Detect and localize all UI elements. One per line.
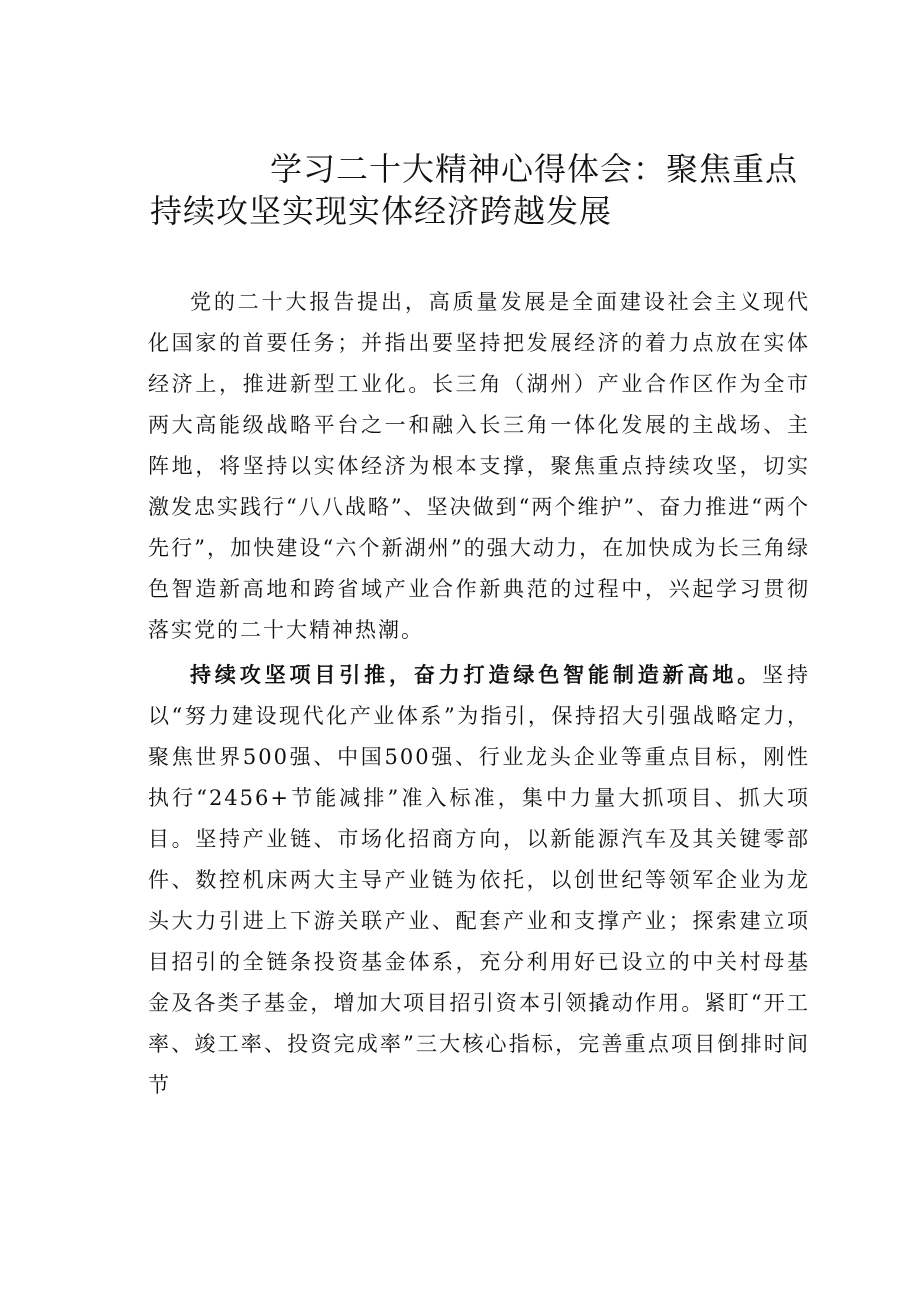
paragraph-2-lead-sentence: 持续攻坚项目引推，奋力打造绿色智能制造新高地。: [190, 662, 763, 687]
body-paragraph-1: 党的二十大报告提出，高质量发展是全面建设社会主义现代化国家的首要任务；并指出要坚持把发展经济的着力点放在实体经济上，推进新型工业化。长三角（湖州）产业合作区作为全市两大高能级战略平台之一和融入长三角一体化发展的主战场、主阵地，将坚持以实体经济为根本支撑，聚焦重点持续攻坚，切实激发忠实践行“八八战略”、坚决做到“两个维护”、奋力推进“两个先行”，加快建设“六个新湖州”的强大动力，在加快成为长三角绿色智造新高地和跨省域产业合作新典范的过程中，兴起学习贯彻落实党的二十大精神热潮。: [148, 290, 810, 642]
title-line-1: 学习二十大精神心得体会：聚焦重点: [270, 150, 799, 188]
paragraph-2-body: 坚持以“努力建设现代化产业体系”为指引，保持招大引强战略定力，聚焦世界500强、中国500强、行业龙头企业等重点目标，刚性执行“2456+节能减排”准入标准，集中力量大抓项目、抓大项目。坚持产业链、市场化招商方向，以新能源汽车及其关键零部件、数控机床两大主导产业链为依托，以创世纪等领军企业为龙头大力引进上下游关联产业、配套产业和支撑产业；探索建立项目招引的全链条投资基金体系，充分利用好已设立的中关村母基金及各类子基金，增加大项目招引资本引领撬动作用。紧盯“开工率、竣工率、投资完成率”三大核心指标，完善重点项目倒排时间节: [148, 663, 810, 1097]
body-paragraph-2: [148, 654, 810, 1106]
document-title: [150, 148, 830, 232]
title-line-2: 持续攻坚实现实体经济跨越发展: [150, 192, 613, 230]
